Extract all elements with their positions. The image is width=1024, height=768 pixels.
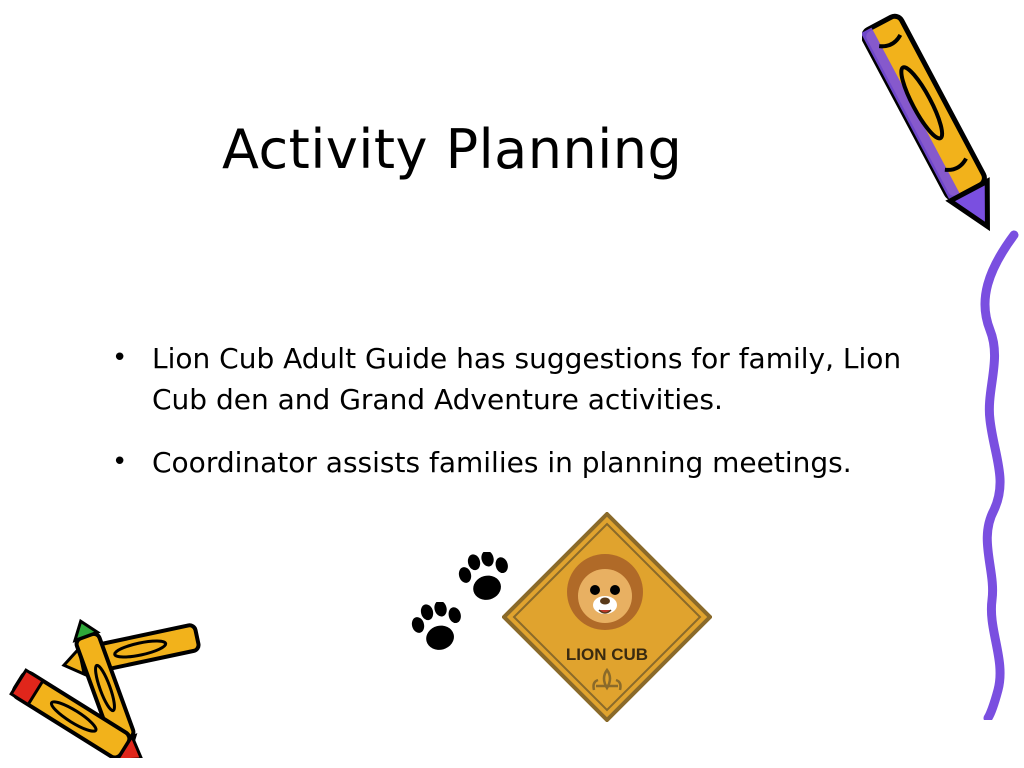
bullet-marker: • [112,343,128,373]
crayon-icon [862,0,1002,245]
bullet-text: Coordinator assists families in planning meetings. [152,446,852,479]
squiggle-line-icon [968,230,1024,720]
bullet-item [112,338,962,420]
lion-cub-emblem [502,512,712,722]
bullet-marker: • [112,447,128,477]
crossed-crayons-icon [0,618,205,758]
emblem-label: LION CUB [565,645,649,664]
bullet-text: Lion Cub Adult Guide has suggestions for family, Lion Cub den and Grand Adventure activities. [152,342,902,416]
bullet-list [112,338,962,505]
emblem-graphic [502,512,712,722]
bullet-item [112,442,962,483]
paw-print-icon [408,602,468,657]
slide-title: Activity Planning [222,118,683,181]
